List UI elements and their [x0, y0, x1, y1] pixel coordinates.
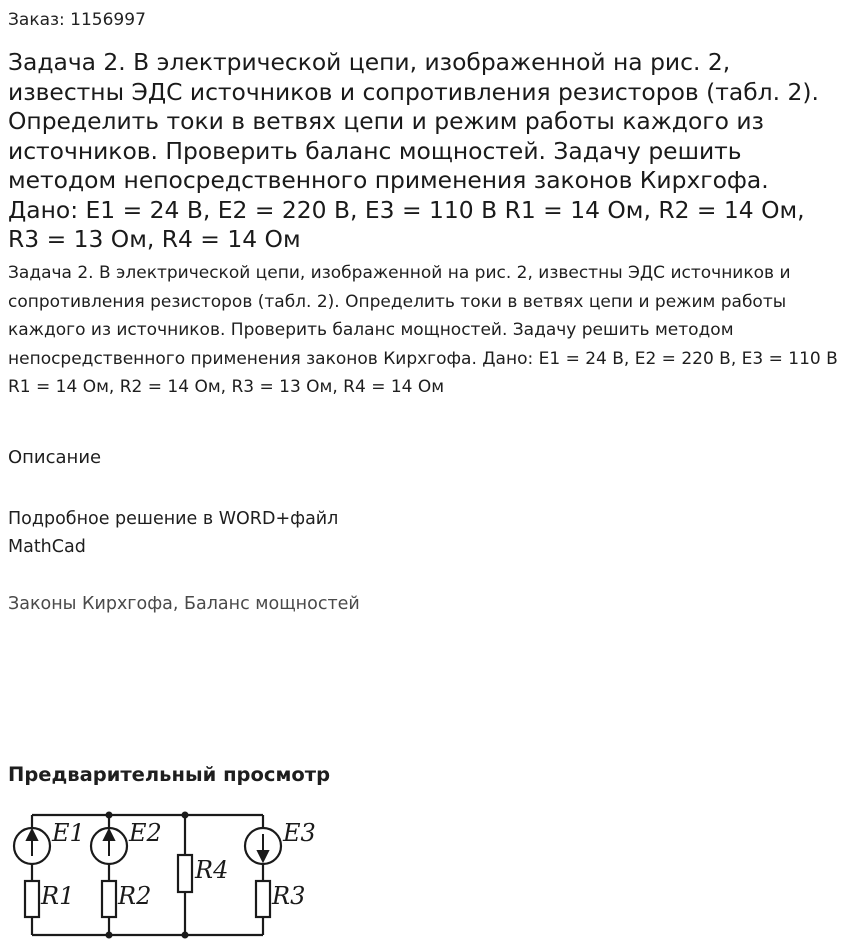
r1-resistor — [25, 881, 39, 917]
r2-label: R2 — [118, 882, 152, 910]
order-number: Заказ: 1156997 — [8, 10, 146, 30]
node-bottom-2 — [182, 932, 189, 939]
r1-label: R1 — [41, 882, 75, 910]
r2-resistor — [102, 881, 116, 917]
r4-label: R4 — [195, 856, 229, 884]
r3-resistor — [256, 881, 270, 917]
e2-arrowhead-icon — [104, 830, 114, 840]
node-bottom-1 — [106, 932, 113, 939]
description-line-1: Подробное решение в WORD+файл — [8, 509, 339, 529]
e3-label: E3 — [283, 819, 316, 847]
e2-label: E2 — [129, 819, 162, 847]
r3-label: R3 — [272, 882, 306, 910]
description-line-2: MathCad — [8, 537, 86, 557]
e1-label: E1 — [52, 819, 85, 847]
circuit-diagram — [9, 808, 324, 943]
node-top-2 — [182, 812, 189, 819]
tags-list: Законы Кирхгофа, Баланс мощностей — [8, 594, 360, 614]
e1-arrowhead-icon — [27, 830, 37, 840]
task-headline: Задача 2. В электрической цепи, изображенной на рис. 2, известны ЭДС источников и сопротивления резисторов (табл. 2). Определить токи в ветвях цепи и режим работы каждого из источников. Проверить баланс мощностей. Задачу решить методом непосредственного применения законов Кирхгофа. Дано: Е1 = 24 В, Е2 = 220 В, Е3 = 110 В R1 = 14 Ом, R2 = 14 Ом, R3 = 13 Ом, R4 = 14 Ом — [8, 48, 819, 253]
node-top-1 — [106, 812, 113, 819]
e3-arrowhead-icon — [258, 851, 268, 861]
preview-heading: Предварительный просмотр — [8, 763, 331, 786]
description-heading: Описание — [8, 447, 102, 468]
task-text: Задача 2. В электрической цепи, изображенной на рис. 2, известны ЭДС источников и сопротивления резисторов (табл. 2). Определить токи в ветвях цепи и режим работы каждого из источников. Проверить баланс мощностей. Задачу решить методом непосредственного применения законов Кирхгофа. Дано: Е1 = 24 В, Е2 = 220 В, Е3 = 110 В R1 = 14 Ом, R2 = 14 Ом, R3 = 13 Ом, R4 = 14 Ом — [8, 263, 838, 397]
r4-resistor — [178, 855, 192, 892]
